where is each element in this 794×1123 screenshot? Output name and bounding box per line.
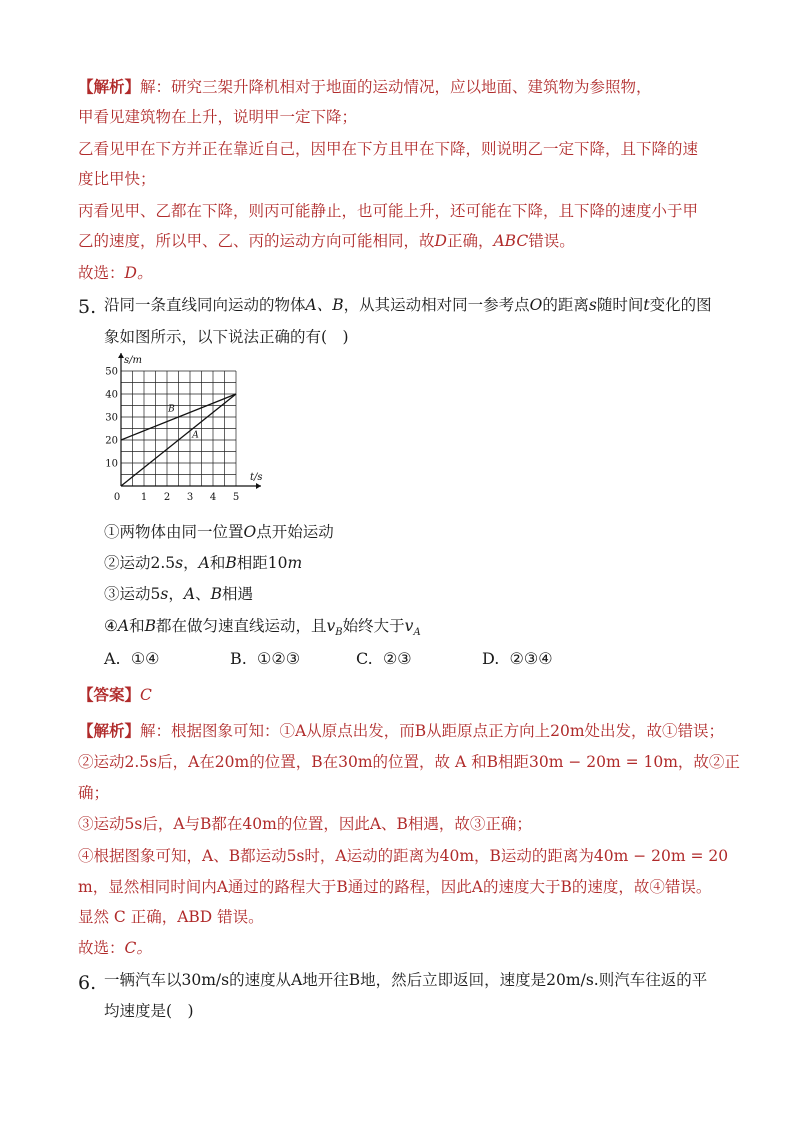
option-text: ②③: [382, 649, 412, 668]
statement-text: 始终大于: [342, 617, 405, 635]
analysis-text: 乙看见甲在下方并正在靠近自己，因甲在下方且甲在下降，则说明乙一定下降，且下降的速: [78, 140, 699, 158]
analysis-text: 正确，: [446, 232, 494, 250]
x-tick-label: 5: [232, 492, 240, 503]
statement-text: ，: [183, 554, 199, 572]
analysis-text: 度比甲快；: [78, 170, 156, 188]
stem-var: A、B: [305, 296, 344, 314]
option-d[interactable]: [482, 648, 553, 670]
option-letter: B.: [230, 649, 247, 668]
prev-analysis-line-2: [78, 106, 738, 128]
y-tick-label: 20: [105, 435, 118, 447]
prev-analysis-line-4: [78, 168, 738, 190]
statement-var: s: [175, 554, 184, 572]
y-tick-label: 10: [105, 458, 118, 470]
analysis-tag: 【解析】: [78, 77, 141, 96]
stem-var: s: [588, 296, 597, 314]
option-letter: D.: [482, 649, 500, 668]
question-6-line-2: 均速度是( ): [104, 1002, 194, 1020]
x-tick-label: 4: [209, 492, 217, 503]
statement-var: A: [198, 554, 210, 572]
stem-text: 随时间: [596, 296, 644, 314]
analysis-text: ③运动5s后，A与B都在40m的位置，因此A、B相遇，故③正确；: [78, 815, 532, 833]
statement-text: 点开始运动: [256, 523, 334, 541]
analysis-text: 解：根据图象可知：①A从原点出发，而B从距原点正方向上20m处出发，故①错误；: [140, 722, 725, 740]
question-number: 5.: [78, 296, 97, 318]
statement-1: [104, 521, 764, 543]
distance-time-graph: [98, 352, 278, 517]
y-axis-label: s/m: [124, 355, 142, 366]
choice-prefix: 故选：: [78, 939, 125, 957]
analysis-line-2: [78, 751, 738, 773]
stem-text: ，从其运动相对同一参考点: [343, 296, 530, 314]
statement-var: v: [404, 617, 414, 635]
statement-var: s: [160, 585, 169, 603]
statement-text: ②运动2.5: [104, 554, 176, 572]
prev-choice-line: [78, 262, 738, 284]
option-text: ①④: [130, 649, 160, 668]
statement-text: ①两物体由同一位置: [104, 523, 244, 541]
x-tick-label: 3: [186, 492, 194, 503]
answer-tag: 【答案】: [78, 685, 141, 704]
x-axis-arrow: [256, 483, 261, 489]
statement-subscript: A: [413, 627, 421, 639]
x-axis-label: t/s: [250, 472, 263, 483]
question-6-line-1: 一辆汽车以30m/s的速度从A地开往B地，然后立即返回，速度是20m/s.则汽车往返的平: [104, 971, 708, 989]
x-tick-label: 1: [140, 492, 148, 503]
statement-text: 和: [209, 554, 226, 572]
statement-text: ④: [104, 617, 118, 635]
statement-var: O: [243, 523, 257, 541]
statement-var: B: [210, 585, 222, 603]
analysis-text: D: [434, 232, 447, 250]
analysis-line-4: [78, 813, 738, 835]
analysis-text: 确；: [78, 784, 110, 802]
statement-var: m: [287, 554, 303, 572]
statement-text: ③运动5: [104, 585, 161, 603]
answer-value: C: [140, 686, 152, 704]
x-tick-label: 2: [163, 492, 171, 503]
option-text: ①②③: [257, 649, 301, 668]
statement-var: A: [117, 617, 130, 635]
prev-analysis-line-1: [78, 76, 738, 98]
choice-prefix: 故选：: [78, 264, 125, 282]
statement-var: v: [326, 617, 336, 635]
answer-line: [78, 684, 738, 706]
choice-value: D。: [124, 264, 153, 282]
prev-analysis-line-5: [78, 200, 738, 222]
stem-text: 沿同一条直线同向运动的物体: [104, 296, 306, 314]
option-c[interactable]: [356, 648, 412, 670]
analysis-text: ④根据图象可知，A、B都运动5s时，A运动的距离为40m，B运动的距离为40m − 20m = 20: [78, 847, 729, 865]
question-stem-line-2: 象如图所示，以下说法正确的有( ): [104, 328, 349, 346]
analysis-line-7: [78, 906, 738, 928]
option-b[interactable]: [230, 648, 300, 670]
analysis-text: 乙的速度，所以甲、乙、丙的运动方向可能相同，故: [78, 232, 435, 250]
option-text: ②③④: [509, 649, 553, 668]
prev-analysis-line-3: [78, 138, 738, 160]
analysis-line-1: [78, 720, 738, 742]
stem-var: O: [529, 296, 543, 314]
statement-3: [104, 583, 764, 605]
analysis-text: ②运动2.5s后，A在20m的位置，B在30m的位置，故 A 和B相距30m − 20m = 10m，故②正: [78, 753, 740, 771]
statement-subscript: B: [335, 627, 343, 639]
statement-text: 相距10: [236, 554, 288, 572]
stem-text: 变化的图: [649, 296, 712, 314]
question-number: 6.: [78, 972, 97, 994]
prev-analysis-line-6: [78, 230, 738, 252]
y-tick-label: 40: [105, 389, 118, 401]
statement-var: B: [225, 554, 237, 572]
series-label-b: B: [168, 404, 175, 415]
analysis-text: ABC: [493, 232, 529, 250]
analysis-text: 错误。: [528, 232, 575, 250]
statement-text: ，: [168, 585, 184, 603]
analysis-text: 显然 C 正确，ABD 错误。: [78, 908, 264, 926]
statement-text: 相遇: [221, 585, 253, 603]
analysis-line-6: [78, 876, 738, 898]
analysis-text: 丙看见甲、乙都在下降，则丙可能静止，也可能上升，还可能在下降，且下降的速度小于甲: [78, 202, 699, 220]
stem-var: t: [643, 296, 650, 314]
option-letter: A.: [104, 649, 121, 668]
statement-text: 、: [195, 585, 211, 603]
analysis-text: m，显然相同时间内A通过的路程大于B通过的路程，因此A的速度大于B的速度，故④错误。: [78, 878, 712, 896]
y-tick-label: 50: [105, 366, 118, 378]
statement-text: 都在做匀速直线运动，且: [156, 617, 327, 635]
statement-var: A: [183, 585, 196, 603]
question-stem-line-1: [104, 294, 764, 316]
option-a[interactable]: [104, 648, 160, 670]
statement-4: [104, 615, 764, 644]
option-letter: C.: [356, 649, 373, 668]
statement-2: [104, 552, 764, 574]
x-tick-label: 0: [113, 492, 121, 503]
stem-text: 的距离: [542, 296, 589, 314]
statement-text: 和: [129, 617, 145, 635]
analysis-line-3: [78, 782, 738, 804]
statement-var: B: [144, 617, 157, 635]
analysis-line-5: [78, 845, 738, 867]
choice-line: [78, 937, 738, 959]
choice-value: C。: [124, 939, 152, 957]
y-tick-label: 30: [105, 412, 118, 424]
series-label-a: A: [192, 430, 199, 441]
analysis-tag: 【解析】: [78, 721, 141, 740]
analysis-text: 解：研究三架升降机相对于地面的运动情况，应以地面、建筑物为参照物，: [140, 78, 652, 96]
analysis-text: 甲看见建筑物在上升，说明甲一定下降；: [78, 108, 358, 126]
